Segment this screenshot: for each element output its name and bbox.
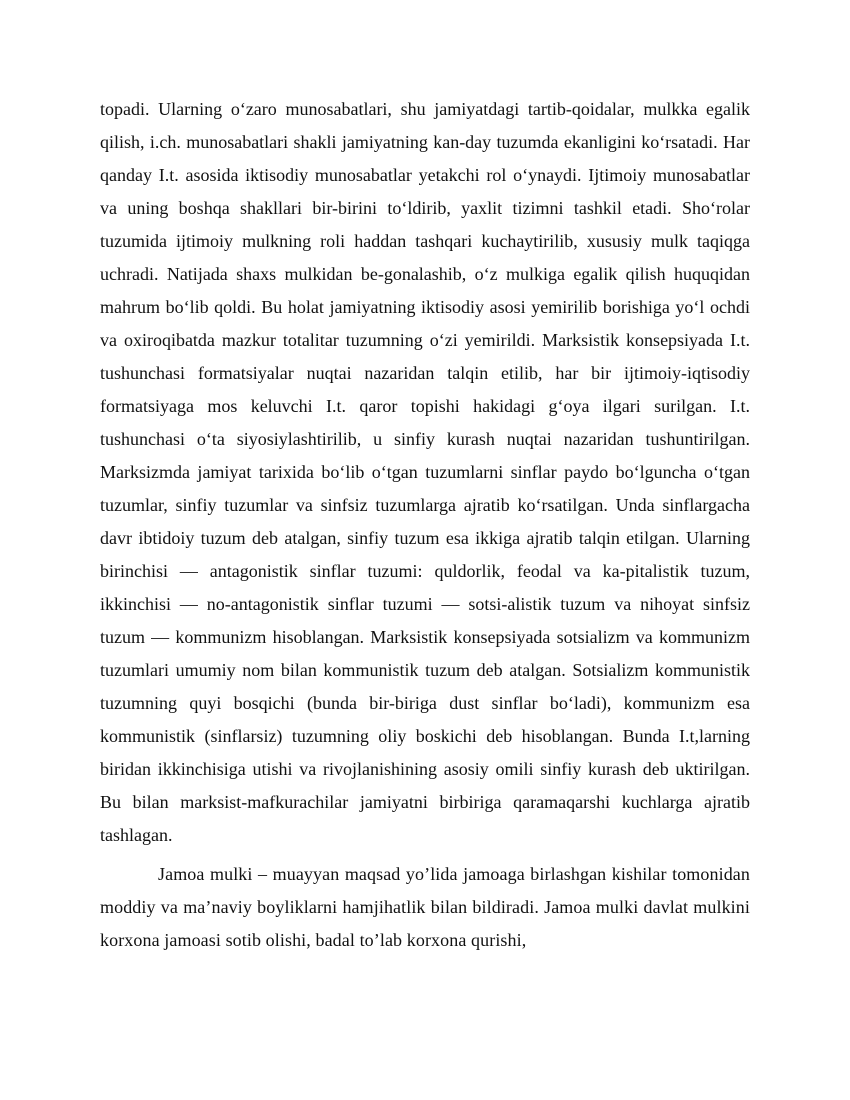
paragraph-2: Jamoa mulki – muayyan maqsad yo’lida jamoaga birlashgan kishilar tomonidan moddiy va ma’naviy boyliklarni hamjihatlik bilan bildiradi. Jamoa mulki davlat mulkini korxona jamoasi sotib olishi, badal to’lab korxona qurishi, <box>100 864 750 950</box>
paragraph-1: topadi. Ularning o‘zaro munosabatlari, shu jamiyatdagi tartib-qoidalar, mulkka egalik qilish, i.ch. munosabatlari shakli jamiyatning kan-day tuzumda ekanligini ko‘rsatadi. Har qanday I.t. asosida iktisodiy munosabatlar yetakchi rol o‘ynaydi. Ijtimoiy munosabatlar va uning boshqa shakllari bir-birini to‘ldirib, yaxlit tizimni tashkil etadi. Sho‘rolar tuzumida ijtimoiy mulkning roli haddan tashqari kuchaytirilib, xususiy mulk taqiqga uchradi. Natijada shaxs mulkidan be-gonalashib, o‘z mulkiga egalik qilish huquqidan mahrum bo‘lib qoldi. Bu holat jamiyatning iktisodiy asosi yemirilib borishiga yo‘l ochdi va oxiroqibatda mazkur totalitar tuzumning o‘zi yemirildi. Marksistik konsepsiyada I.t. tushunchasi formatsiyalar nuqtai nazaridan talqin etilib, har bir ijtimoiy-iqtisodiy formatsiyaga mos keluvchi I.t. qaror topishi hakidagi g‘oya ilgari surilgan. I.t. tushunchasi o‘ta siyosiylashtirilib, u sinfiy kurash nuqtai nazaridan tushuntirilgan. Marksizmda jamiyat tarixida bo‘lib o‘tgan tuzumlarni sinflar paydo bo‘lguncha o‘tgan tuzumlar, sinfiy tuzumlar va sinfsiz tuzumlarga ajratib ko‘rsatilgan. Unda sinflargacha davr ibtidoiy tuzum deb atalgan, sinfiy tuzum esa ikkiga ajratib talqin etilgan. Ularning birinchisi — antagonistik sinflar tuzumi: quldorlik, feodal va ka-pitalistik tuzum, ikkinchisi — no-antagonistik sinflar tuzumi — sotsi-alistik tuzum va nihoyat sinfsiz tuzum — kommunizm hisoblangan. Marksistik konsepsiyada sotsializm va kommunizm tuzumlari umumiy nom bilan kommunistik tuzum deb atalgan. Sotsializm kommunistik tuzumning quyi bosqichi (bunda bir-biriga dust sinflar bo‘ladi), kommunizm esa kommunistik (sinflarsiz) tuzumning oliy boskichi deb hisoblangan. Bunda I.t,larning biridan ikkinchisiga utishi va rivojlanishining asosiy omili sinfiy kurash deb uktirilgan. Bu bilan marksist-mafkurachilar jamiyatni birbiriga qaramaqarshi kuchlarga ajratib tashlagan. <box>100 99 750 845</box>
document-body <box>100 93 750 957</box>
